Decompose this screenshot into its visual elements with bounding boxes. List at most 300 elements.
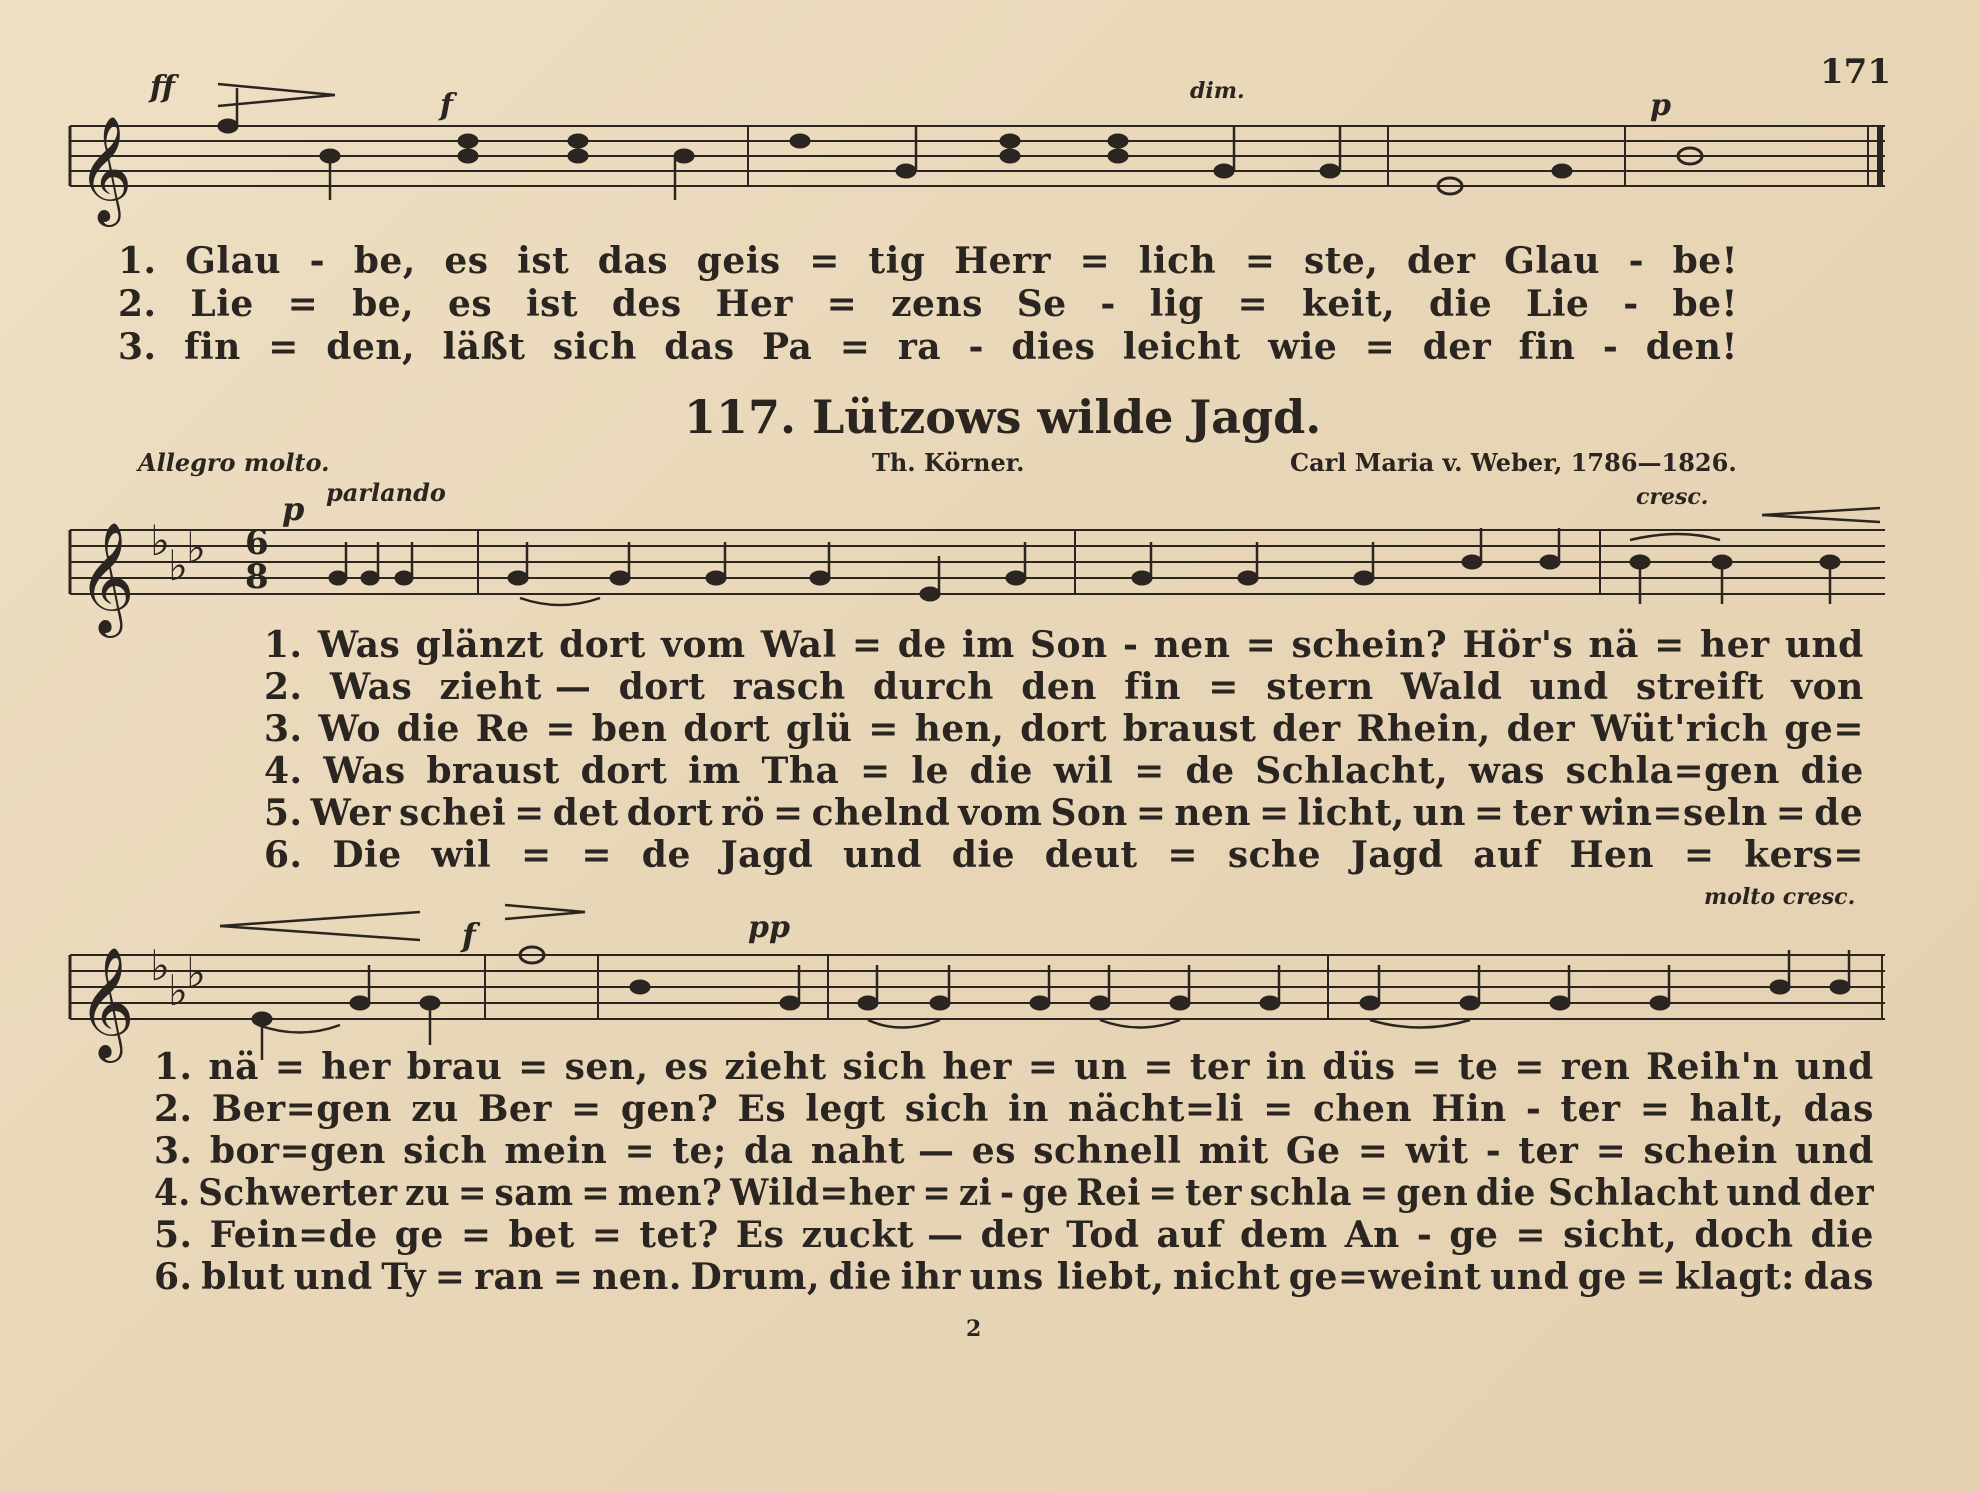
- lyric-syllable: der: [1808, 1172, 1875, 1214]
- lyric-syllable: schei: [399, 792, 507, 834]
- lyric-syllable: die: [951, 834, 1016, 876]
- lyric-syllable: dem: [1240, 1214, 1328, 1256]
- lyric-syllable: sich: [403, 1130, 488, 1172]
- lyric-syllable: Wal: [760, 624, 837, 666]
- lyric-syllable: lich: [1138, 240, 1217, 282]
- lyric-syllable: die: [1428, 283, 1493, 325]
- lyric-syllable: =: [1473, 792, 1505, 834]
- lyric-syllable: der: [1422, 326, 1492, 368]
- lyric-syllable: den!: [1645, 326, 1738, 368]
- lyric-syllable: ran: [474, 1256, 545, 1298]
- lyric-syllable: Jagd: [1350, 834, 1444, 876]
- lyric-syllable: -: [1416, 1214, 1433, 1256]
- lyric-syllable: =: [773, 792, 804, 834]
- lyric-syllable: ter: [1560, 1088, 1621, 1130]
- lyric-syllable: schein: [1643, 1130, 1778, 1172]
- lyric-syllable: Her: [715, 283, 793, 325]
- lyric-syllable: =: [851, 624, 883, 666]
- lyric-syllable: fin: [1518, 326, 1576, 368]
- lyric-syllable: be!: [1672, 283, 1738, 325]
- lyric-syllable: =: [1515, 1214, 1547, 1256]
- notes-system-1: [218, 88, 1702, 200]
- lyric-syllable: Ge: [1285, 1130, 1341, 1172]
- lyric-syllable: men?: [617, 1172, 723, 1214]
- time-signature-bottom: 8: [245, 557, 269, 597]
- lyric-syllable: ge: [1022, 1172, 1069, 1214]
- lyric-syllable: die Schlacht: [1475, 1172, 1719, 1214]
- dynamic-molto-cresc: molto cresc.: [1704, 884, 1856, 910]
- lyric-syllable: ihr: [900, 1256, 961, 1298]
- lyric-syllable: de: [897, 624, 947, 666]
- lyric-syllable: geis: [696, 240, 781, 282]
- lyric-syllable: kers=: [1744, 834, 1864, 876]
- lyric-syllable: Tod: [1066, 1214, 1140, 1256]
- lyric-syllable: =: [1245, 624, 1277, 666]
- lyric-syllable: die: [396, 708, 460, 750]
- lyric-syllable: ter: [1518, 1130, 1579, 1172]
- verse-number: 2.: [154, 1088, 193, 1130]
- lyric-syllable: doch: [1694, 1214, 1794, 1256]
- lyric-syllable: ge: [1449, 1214, 1499, 1256]
- lyric-syllable: Hör's: [1462, 624, 1574, 666]
- lyric-syllable: das: [1803, 1256, 1874, 1298]
- lyric-syllable: =: [1775, 792, 1807, 834]
- svg-text:𝄞: 𝄞: [78, 115, 133, 222]
- lyric-syllable: -: [1100, 283, 1116, 325]
- lyric-syllable: ge: [1577, 1256, 1627, 1298]
- lyric-syllable: Hen: [1569, 834, 1655, 876]
- lyric-syllable: schein?: [1291, 624, 1448, 666]
- lyric-syllable: Reih'n: [1646, 1046, 1779, 1088]
- lyric-syllable: nen.: [592, 1256, 682, 1298]
- verse-number: 4.: [264, 750, 303, 792]
- lyric-syllable: Ber: [478, 1088, 552, 1130]
- lyric-syllable: ist: [517, 240, 570, 282]
- verse-number: 4.: [154, 1172, 191, 1214]
- lyric-syllable: =: [1359, 1172, 1389, 1214]
- verse-number: 1.: [154, 1046, 193, 1088]
- lyric-syllable: fin: [1124, 666, 1182, 708]
- lyric-syllable: nächt=li: [1068, 1088, 1244, 1130]
- lyric-syllable: stern: [1266, 666, 1374, 708]
- staff-1: [70, 126, 1885, 186]
- lyric-syllable: =: [434, 1256, 466, 1298]
- svg-text:𝄞: 𝄞: [78, 521, 135, 633]
- lyric-syllable: =: [1027, 1046, 1059, 1088]
- lyric-syllable: =: [581, 834, 613, 876]
- lyric-syllable: =: [520, 834, 552, 876]
- lyric-syllable: her: [1700, 624, 1770, 666]
- lyric-syllable: det: [552, 792, 619, 834]
- lyric-syllable: chen: [1312, 1088, 1413, 1130]
- svg-text:♭: ♭: [168, 966, 188, 1015]
- lyric-syllable: ren: [1560, 1046, 1631, 1088]
- dynamic-ff: ff: [150, 70, 175, 105]
- svg-text:♭: ♭: [150, 941, 170, 990]
- lyric-syllable: und: [1529, 666, 1609, 708]
- lyric-syllable: be,: [352, 283, 415, 325]
- lyric-syllable: Die: [332, 834, 402, 876]
- verse-number: 5.: [154, 1214, 193, 1256]
- lyric-syllable: licht,: [1297, 792, 1405, 834]
- lyric-syllable: nicht: [1173, 1256, 1281, 1298]
- lyric-syllable: halt,: [1689, 1088, 1785, 1130]
- lyric-syllable: un: [1074, 1046, 1128, 1088]
- composer: Carl Maria v. Weber, 1786—1826.: [1290, 448, 1737, 477]
- lyricist: Th. Körner.: [872, 448, 1025, 477]
- staff-3: [70, 955, 1885, 1019]
- lyric-syllable: be!: [1672, 240, 1738, 282]
- lyric-line-6: [154, 1256, 1874, 1298]
- lyric-syllable: -: [1122, 624, 1139, 666]
- lyric-syllable: =: [1263, 1088, 1294, 1130]
- lyric-syllable: Lie: [190, 283, 254, 325]
- lyric-syllable: =: [839, 326, 871, 368]
- lyric-syllable: und: [1726, 1172, 1802, 1214]
- lyric-syllable: bet: [508, 1214, 575, 1256]
- lyric-syllable: =: [457, 1172, 487, 1214]
- lyric-syllable: ter: [1512, 792, 1573, 834]
- svg-text:♭: ♭: [186, 523, 206, 572]
- lyric-syllable: der: [1506, 708, 1576, 750]
- lyric-syllable: =: [1135, 792, 1167, 834]
- lyric-syllable: der: [980, 1214, 1050, 1256]
- lyric-syllable: Re: [475, 708, 530, 750]
- tempo-marking: Allegro molto.: [138, 448, 330, 477]
- lyric-syllable: Was: [317, 624, 401, 666]
- lyric-syllable: rö: [721, 792, 766, 834]
- lyric-syllable: Se: [1016, 283, 1067, 325]
- lyric-syllable: =: [1639, 1088, 1671, 1130]
- lyric-syllable: Wald: [1400, 666, 1503, 708]
- footer-signature-mark: 2: [966, 1316, 982, 1342]
- lyric-syllable: Wüt'rich: [1590, 708, 1769, 750]
- lyric-syllable: dort: [626, 792, 714, 834]
- lyric-syllable: nen: [1174, 792, 1251, 834]
- lyric-syllable: =: [1411, 1046, 1443, 1088]
- lyric-syllable: sich: [552, 326, 637, 368]
- verse-number: 3.: [154, 1130, 193, 1172]
- lyric-syllable: des: [611, 283, 682, 325]
- lyric-syllable: Pa: [761, 326, 813, 368]
- lyric-syllable: schla=gen: [1565, 750, 1780, 792]
- lyric-line-1: [154, 1046, 1874, 1088]
- lyric-syllable: durch: [873, 666, 994, 708]
- lyric-syllable: bor=gen: [209, 1130, 386, 1172]
- lyric-line-2: [264, 666, 1864, 708]
- lyric-syllable: den,: [326, 326, 416, 368]
- lyric-syllable: Glau: [185, 240, 282, 282]
- lyric-syllable: ge=: [1784, 708, 1864, 750]
- lyric-syllable: -: [309, 240, 326, 282]
- lyric-syllable: die: [1810, 1214, 1874, 1256]
- lyric-syllable: -: [1485, 1130, 1502, 1172]
- lyric-line-5: [154, 1214, 1874, 1256]
- lyric-syllable: den: [1021, 666, 1097, 708]
- lyric-syllable: =: [460, 1214, 492, 1256]
- lyric-syllable: -: [1602, 326, 1619, 368]
- lyric-syllable: braust: [1122, 708, 1257, 750]
- lyric-line-1: [118, 240, 1738, 282]
- page-number: 171: [1820, 52, 1891, 92]
- lyric-syllable: Tha: [761, 750, 840, 792]
- lyric-syllable: uns liebt,: [969, 1256, 1165, 1298]
- svg-text:♭: ♭: [168, 541, 188, 590]
- lyric-syllable: de: [641, 834, 691, 876]
- lyric-syllable: rasch: [732, 666, 846, 708]
- lyric-line-3: [154, 1130, 1874, 1172]
- lyric-syllable: dort: [559, 624, 646, 666]
- song-title: 117. Lützows wilde Jagd.: [684, 390, 1322, 444]
- dynamic-p: p: [282, 490, 305, 528]
- lyric-syllable: An: [1344, 1214, 1400, 1256]
- lyric-syllable: auf: [1156, 1214, 1224, 1256]
- lyric-syllable: dies: [1011, 326, 1096, 368]
- lyric-syllable: und: [1794, 1046, 1874, 1088]
- lyric-syllable: =: [552, 1256, 584, 1298]
- lyric-syllable: läßt: [442, 326, 526, 368]
- lyric-syllable: =: [571, 1088, 602, 1130]
- lyric-syllable: =: [1258, 792, 1290, 834]
- lyric-syllable: düs: [1322, 1046, 1396, 1088]
- verse-number: 1.: [264, 624, 303, 666]
- lyric-syllable: =: [860, 750, 891, 792]
- lyric-syllable: her: [321, 1046, 391, 1088]
- lyric-syllable: dort: [580, 750, 668, 792]
- notes-system-2: [329, 528, 1840, 604]
- lyric-syllable: win=seln: [1580, 792, 1768, 834]
- lyric-syllable: =: [1148, 1172, 1178, 1214]
- lyric-syllable: te;: [672, 1130, 727, 1172]
- lyric-syllable: zens: [891, 283, 983, 325]
- lyric-syllable: dort: [618, 666, 706, 708]
- lyric-syllable: deut: [1044, 834, 1138, 876]
- lyric-syllable: =: [1364, 326, 1396, 368]
- verse-number: 6.: [154, 1256, 193, 1298]
- lyric-syllable: der: [1406, 240, 1476, 282]
- lyric-syllable: Fein=de: [209, 1214, 378, 1256]
- lyric-syllable: und: [1490, 1256, 1570, 1298]
- lyric-syllable: =: [922, 1172, 952, 1214]
- dynamic-f: f: [440, 88, 453, 123]
- lyric-syllable: Wild=her: [730, 1172, 915, 1214]
- lyric-syllable: be,: [353, 240, 416, 282]
- lyric-syllable: wil: [431, 834, 492, 876]
- lyric-syllable: nä: [208, 1046, 259, 1088]
- lyric-syllable: Hin: [1431, 1088, 1507, 1130]
- lyric-syllable: auf: [1473, 834, 1540, 876]
- lyric-syllable: =: [274, 1046, 306, 1088]
- lyric-syllable: =: [1134, 750, 1165, 792]
- lyric-syllable: ter: [1185, 1172, 1243, 1214]
- lyric-syllable: Rhein,: [1356, 708, 1491, 750]
- lyric-syllable: ge=weint: [1288, 1256, 1482, 1298]
- lyric-syllable: =: [1683, 834, 1715, 876]
- lyric-syllable: ra: [897, 326, 942, 368]
- lyric-syllable: -: [1623, 283, 1639, 325]
- lyric-syllable: =: [1635, 1256, 1667, 1298]
- verse-number: 3.: [264, 708, 303, 750]
- lyric-syllable: das: [1803, 1088, 1874, 1130]
- lyric-syllable: ge: [394, 1214, 444, 1256]
- lyric-syllable: =: [1208, 666, 1239, 708]
- lyric-syllable: =: [826, 283, 858, 325]
- lyric-syllable: lig: [1149, 283, 1204, 325]
- lyric-syllable: Son: [1050, 792, 1128, 834]
- lyric-line-6: [264, 834, 1864, 876]
- lyric-syllable: braust: [426, 750, 560, 792]
- lyric-syllable: hen,: [914, 708, 1005, 750]
- lyric-syllable: brau: [406, 1046, 503, 1088]
- lyric-syllable: Schlacht,: [1255, 750, 1449, 792]
- lyric-syllable: und: [293, 1256, 373, 1298]
- lyric-syllable: blut: [201, 1256, 285, 1298]
- lyric-syllable: klagt:: [1674, 1256, 1795, 1298]
- lyric-syllable: streift: [1635, 666, 1764, 708]
- lyric-syllable: =: [1244, 240, 1276, 282]
- lyric-syllable: =: [591, 1214, 623, 1256]
- time-signature-top: 6: [245, 523, 269, 563]
- lyric-syllable: dort: [683, 708, 771, 750]
- lyric-syllable: Es: [737, 1088, 787, 1130]
- verse-number: 2.: [264, 666, 303, 708]
- lyric-syllable: was: [1468, 750, 1545, 792]
- dynamic-parlando: parlando: [326, 478, 446, 507]
- lyric-syllable: sen,: [564, 1046, 649, 1088]
- dynamic-pp: pp: [748, 910, 790, 945]
- lyric-syllable: vom: [661, 624, 746, 666]
- verse-number: 5.: [264, 792, 303, 834]
- lyric-line-1: [264, 624, 1864, 666]
- lyric-syllable: in: [1008, 1088, 1049, 1130]
- verse-number: 6.: [264, 834, 303, 876]
- lyric-syllable: schnell: [1033, 1130, 1182, 1172]
- lyric-syllable: es: [971, 1130, 1016, 1172]
- lyric-syllable: Rei: [1076, 1172, 1141, 1214]
- lyric-syllable: =: [1237, 283, 1269, 325]
- lyric-syllable: wit: [1405, 1130, 1469, 1172]
- lyric-syllable: =: [809, 240, 840, 282]
- dynamic-f: f: [462, 916, 476, 954]
- lyric-syllable: das: [597, 240, 669, 282]
- lyric-syllable: Herr: [954, 240, 1051, 282]
- lyric-line-5: [264, 792, 1863, 834]
- lyric-syllable: =: [1143, 1046, 1175, 1088]
- lyric-syllable: =: [624, 1130, 656, 1172]
- lyric-syllable: keit,: [1301, 283, 1396, 325]
- lyric-syllable: Was: [323, 750, 406, 792]
- lyric-syllable: ste,: [1304, 240, 1379, 282]
- lyric-syllable: =: [545, 708, 576, 750]
- lyric-line-3: [264, 708, 1864, 750]
- lyric-syllable: Glau: [1504, 240, 1600, 282]
- lyric-syllable: glü: [785, 708, 853, 750]
- lyric-syllable: legt: [805, 1088, 886, 1130]
- lyric-syllable: es: [444, 240, 489, 282]
- lyric-syllable: Drum,: [690, 1256, 821, 1298]
- lyric-syllable: her: [942, 1046, 1012, 1088]
- lyric-syllable: -: [1628, 240, 1645, 282]
- lyric-syllable: =: [1167, 834, 1199, 876]
- lyric-syllable: zu: [411, 1088, 459, 1130]
- lyric-syllable: Was: [329, 666, 413, 708]
- lyric-syllable: zuckt —: [801, 1214, 964, 1256]
- lyric-syllable: =: [1595, 1130, 1627, 1172]
- lyric-syllable: im: [962, 624, 1015, 666]
- lyric-syllable: zi: [958, 1172, 993, 1214]
- lyric-line-4: [264, 750, 1864, 792]
- lyric-syllable: Ber=gen: [211, 1088, 392, 1130]
- lyric-syllable: Son: [1030, 624, 1108, 666]
- verse-number: 1.: [118, 240, 157, 282]
- dynamic-dim: dim.: [1190, 78, 1245, 104]
- lyric-syllable: Lie: [1526, 283, 1590, 325]
- lyric-syllable: =: [1079, 240, 1111, 282]
- lyric-syllable: -: [968, 326, 984, 368]
- lyric-syllable: die: [1800, 750, 1864, 792]
- lyric-syllable: chelnd: [811, 792, 951, 834]
- lyric-syllable: wie: [1268, 326, 1338, 368]
- lyric-syllable: nä: [1588, 624, 1639, 666]
- lyric-syllable: der: [1272, 708, 1341, 750]
- lyric-syllable: Ty: [381, 1256, 427, 1298]
- lyric-syllable: =: [268, 326, 299, 368]
- lyric-syllable: mein: [504, 1130, 608, 1172]
- lyric-syllable: sicht,: [1563, 1214, 1678, 1256]
- lyric-syllable: Jagd: [720, 834, 814, 876]
- lyric-syllable: =: [1654, 624, 1685, 666]
- lyric-syllable: es: [664, 1046, 709, 1088]
- lyric-syllable: de: [1814, 792, 1864, 834]
- lyric-syllable: schla: [1249, 1172, 1352, 1214]
- verse-number: 2.: [118, 283, 157, 325]
- lyric-syllable: zieht —: [439, 666, 592, 708]
- lyric-syllable: le: [911, 750, 949, 792]
- lyric-syllable: und: [843, 834, 923, 876]
- lyric-line-4: [154, 1172, 1874, 1214]
- lyric-line-2: [154, 1088, 1874, 1130]
- lyric-syllable: vom: [958, 792, 1043, 834]
- lyric-syllable: =: [1514, 1046, 1545, 1088]
- lyric-syllable: glänzt: [415, 624, 544, 666]
- lyric-syllable: die: [828, 1256, 892, 1298]
- lyric-syllable: tig: [868, 240, 926, 282]
- lyric-syllable: fin: [183, 326, 241, 368]
- lyric-syllable: nen: [1153, 624, 1231, 666]
- lyric-syllable: das: [664, 326, 735, 368]
- lyric-syllable: im: [688, 750, 741, 792]
- lyric-syllable: =: [287, 283, 319, 325]
- lyric-syllable: te: [1457, 1046, 1499, 1088]
- lyric-syllable: -: [1525, 1088, 1542, 1130]
- lyric-syllable: da: [743, 1130, 794, 1172]
- dynamic-p: p: [1650, 88, 1671, 123]
- lyric-syllable: leicht: [1122, 326, 1241, 368]
- lyric-syllable: sich: [904, 1088, 989, 1130]
- lyric-syllable: in: [1265, 1046, 1307, 1088]
- lyric-syllable: ist: [525, 283, 579, 325]
- lyric-syllable: Wo: [318, 708, 381, 750]
- lyric-syllable: =: [518, 1046, 549, 1088]
- lyric-syllable: =: [868, 708, 899, 750]
- lyric-syllable: naht —: [810, 1130, 955, 1172]
- dynamic-cresc: cresc.: [1636, 484, 1709, 510]
- lyric-syllable: und: [1784, 624, 1864, 666]
- svg-text:♭: ♭: [186, 948, 206, 997]
- lyric-syllable: Wer: [310, 792, 392, 834]
- svg-text:𝄞: 𝄞: [78, 946, 135, 1058]
- lyric-syllable: mit: [1198, 1130, 1269, 1172]
